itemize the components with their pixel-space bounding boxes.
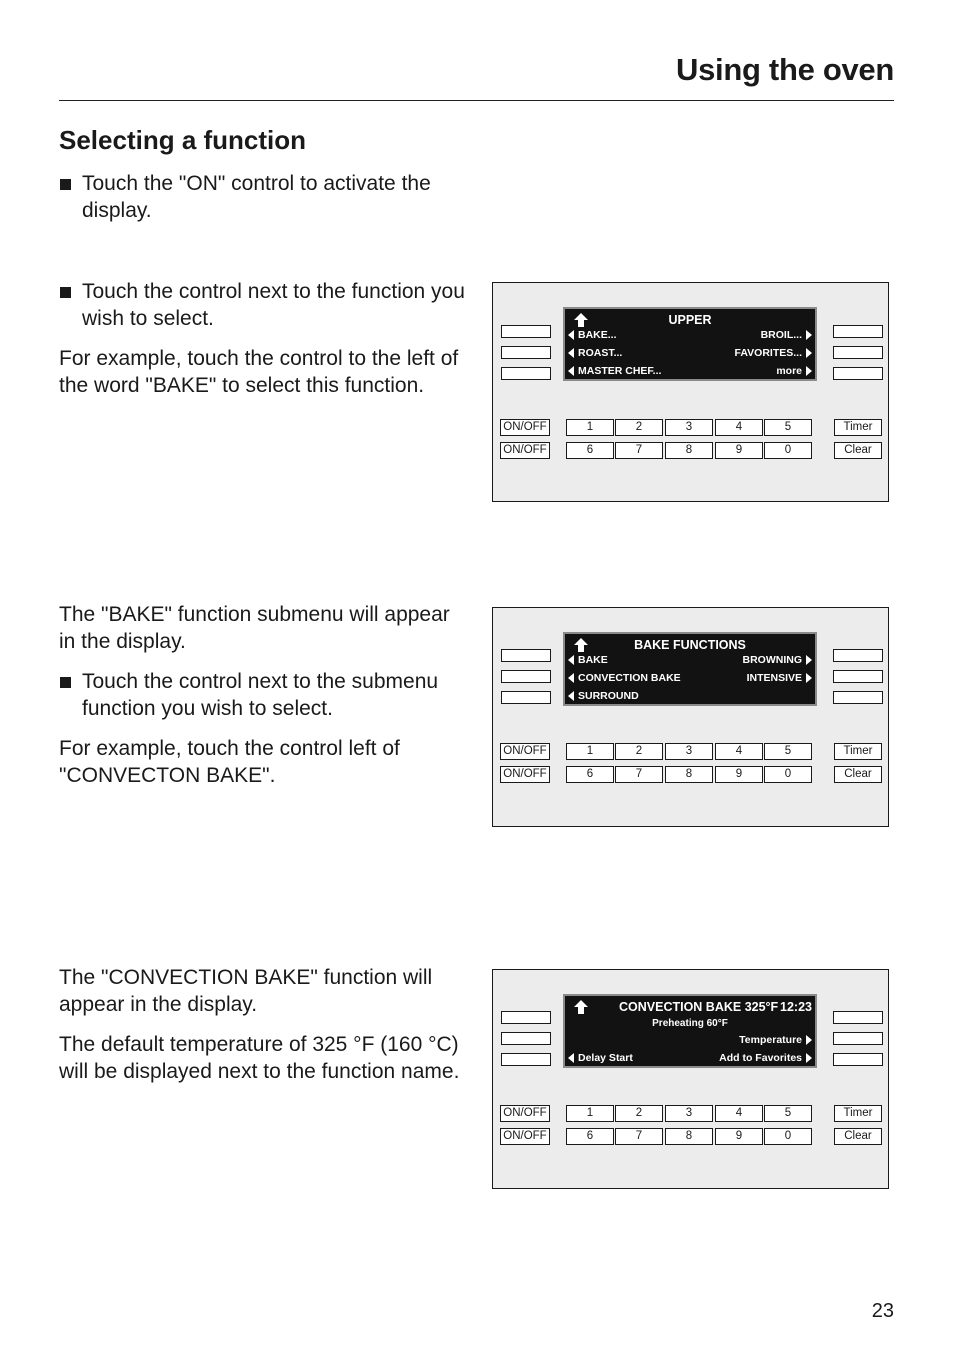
right-select-button-3[interactable] (833, 691, 883, 704)
instruction-block-1 (59, 170, 469, 237)
right-select-button-1[interactable] (833, 1011, 883, 1024)
number-key-1[interactable]: 1 (566, 419, 614, 436)
number-key-7[interactable]: 7 (615, 766, 663, 783)
right-select-button-3[interactable] (833, 1053, 883, 1066)
number-key-3[interactable]: 3 (665, 419, 713, 436)
number-key-4[interactable]: 4 (715, 419, 763, 436)
left-select-button-2[interactable] (501, 1032, 551, 1045)
instruction-block-4 (59, 964, 469, 1098)
left-select-button-3[interactable] (501, 367, 551, 380)
left-select-button-1[interactable] (501, 649, 551, 662)
triangle-left-icon (568, 330, 574, 340)
left-select-button-3[interactable] (501, 1053, 551, 1066)
instruction-block-3 (59, 601, 469, 802)
display-option-left[interactable]: SURROUND (568, 690, 639, 702)
number-key-3[interactable]: 3 (665, 743, 713, 760)
oven-display (563, 632, 817, 706)
display-option-left[interactable]: BAKE... (568, 329, 617, 341)
left-select-button-3[interactable] (501, 691, 551, 704)
display-title: BAKE FUNCTIONS (634, 638, 746, 652)
triangle-left-icon (568, 366, 574, 376)
bullet-item: Touch the "ON" control to activate the display. (59, 170, 469, 224)
on-off-button[interactable]: ON/OFF (500, 743, 550, 760)
timer-button[interactable]: Timer (834, 1105, 882, 1122)
number-key-1[interactable]: 1 (566, 1105, 614, 1122)
number-key-2[interactable]: 2 (615, 419, 663, 436)
triangle-left-icon (568, 673, 574, 683)
timer-button[interactable]: Timer (834, 743, 882, 760)
number-key-0[interactable]: 0 (764, 766, 812, 783)
paragraph: The "BAKE" function submenu will appear in the display. (59, 603, 450, 653)
page-title: Using the oven (676, 52, 894, 87)
triangle-right-icon (806, 348, 812, 358)
display-option-left[interactable]: ROAST... (568, 347, 622, 359)
display-option-left[interactable]: BAKE (568, 654, 608, 666)
number-key-3[interactable]: 3 (665, 1105, 713, 1122)
number-key-5[interactable]: 5 (764, 743, 812, 760)
right-select-button-1[interactable] (833, 325, 883, 338)
display-title: CONVECTION BAKE 325°F (619, 1000, 779, 1014)
number-key-8[interactable]: 8 (665, 442, 713, 459)
right-select-button-1[interactable] (833, 649, 883, 662)
number-key-5[interactable]: 5 (764, 1105, 812, 1122)
paragraph: For example, touch the control to the left of the word "BAKE" to select this function. (59, 347, 459, 397)
bullet-item: Touch the control next to the function you wish to select. (59, 278, 469, 332)
number-key-2[interactable]: 2 (615, 1105, 663, 1122)
number-key-0[interactable]: 0 (764, 442, 812, 459)
triangle-left-icon (568, 348, 574, 358)
left-select-button-1[interactable] (501, 1011, 551, 1024)
on-off-button[interactable]: ON/OFF (500, 442, 550, 459)
left-select-button-2[interactable] (501, 670, 551, 683)
right-select-button-2[interactable] (833, 670, 883, 683)
number-key-6[interactable]: 6 (566, 1128, 614, 1145)
triangle-right-icon (806, 330, 812, 340)
oven-control-panel-upper (492, 282, 889, 502)
display-subtitle: Preheating 60°F (652, 1018, 728, 1029)
oven-display (563, 307, 817, 381)
number-key-6[interactable]: 6 (566, 442, 614, 459)
timer-button[interactable]: Timer (834, 419, 882, 436)
number-key-7[interactable]: 7 (615, 1128, 663, 1145)
triangle-left-icon (568, 691, 574, 701)
display-clock: 12:23 (780, 1000, 812, 1014)
display-option-left[interactable]: CONVECTION BAKE (568, 672, 681, 684)
number-key-4[interactable]: 4 (715, 1105, 763, 1122)
display-option-right[interactable]: BROIL... (761, 329, 812, 341)
bullet-item: Touch the control next to the submenu function you wish to select. (59, 668, 469, 722)
number-key-9[interactable]: 9 (715, 442, 763, 459)
display-option-right[interactable]: FAVORITES... (735, 347, 812, 359)
right-select-button-2[interactable] (833, 346, 883, 359)
number-key-9[interactable]: 9 (715, 1128, 763, 1145)
up-arrow-icon (573, 999, 589, 1015)
number-key-6[interactable]: 6 (566, 766, 614, 783)
right-select-button-3[interactable] (833, 367, 883, 380)
display-option-right[interactable]: INTENSIVE (747, 672, 812, 684)
paragraph: The default temperature of 325 °F (160 °C) will be displayed next to the function name. (59, 1033, 460, 1083)
oven-display (563, 994, 817, 1068)
oven-control-panel-convection-bake (492, 969, 889, 1189)
on-off-button[interactable]: ON/OFF (500, 766, 550, 783)
triangle-right-icon (806, 673, 812, 683)
clear-button[interactable]: Clear (834, 1128, 882, 1145)
triangle-left-icon (568, 1053, 574, 1063)
on-off-button[interactable]: ON/OFF (500, 1105, 550, 1122)
number-key-2[interactable]: 2 (615, 743, 663, 760)
left-select-button-1[interactable] (501, 325, 551, 338)
number-key-4[interactable]: 4 (715, 743, 763, 760)
display-option-right[interactable]: Temperature (739, 1034, 812, 1046)
triangle-right-icon (806, 655, 812, 665)
display-title: UPPER (668, 313, 712, 327)
display-option-right[interactable]: BROWNING (743, 654, 813, 666)
paragraph: The "CONVECTION BAKE" function will appear in the display. (59, 966, 433, 1016)
display-option-left[interactable]: MASTER CHEF... (568, 365, 661, 377)
triangle-right-icon (806, 1053, 812, 1063)
number-key-9[interactable]: 9 (715, 766, 763, 783)
clear-button[interactable]: Clear (834, 766, 882, 783)
oven-control-panel-bake-functions (492, 607, 889, 827)
triangle-right-icon (806, 366, 812, 376)
on-off-button[interactable]: ON/OFF (500, 1128, 550, 1145)
clear-button[interactable]: Clear (834, 442, 882, 459)
left-select-button-2[interactable] (501, 346, 551, 359)
triangle-left-icon (568, 655, 574, 665)
number-key-8[interactable]: 8 (665, 766, 713, 783)
number-key-5[interactable]: 5 (764, 419, 812, 436)
display-option-right[interactable]: Add to Favorites (719, 1052, 812, 1064)
section-heading: Selecting a function (59, 125, 307, 155)
page-number: 23 (871, 1300, 894, 1322)
number-key-1[interactable]: 1 (566, 743, 614, 760)
on-off-button[interactable]: ON/OFF (500, 419, 550, 436)
triangle-right-icon (806, 1035, 812, 1045)
number-key-0[interactable]: 0 (764, 1128, 812, 1145)
number-key-7[interactable]: 7 (615, 442, 663, 459)
title-rule (59, 100, 894, 101)
display-option-left[interactable]: Delay Start (568, 1052, 633, 1064)
display-option-right[interactable]: more (776, 365, 812, 377)
instruction-block-2 (59, 278, 469, 412)
number-key-8[interactable]: 8 (665, 1128, 713, 1145)
right-select-button-2[interactable] (833, 1032, 883, 1045)
paragraph: For example, touch the control left of "CONVECTON BAKE". (59, 737, 400, 787)
